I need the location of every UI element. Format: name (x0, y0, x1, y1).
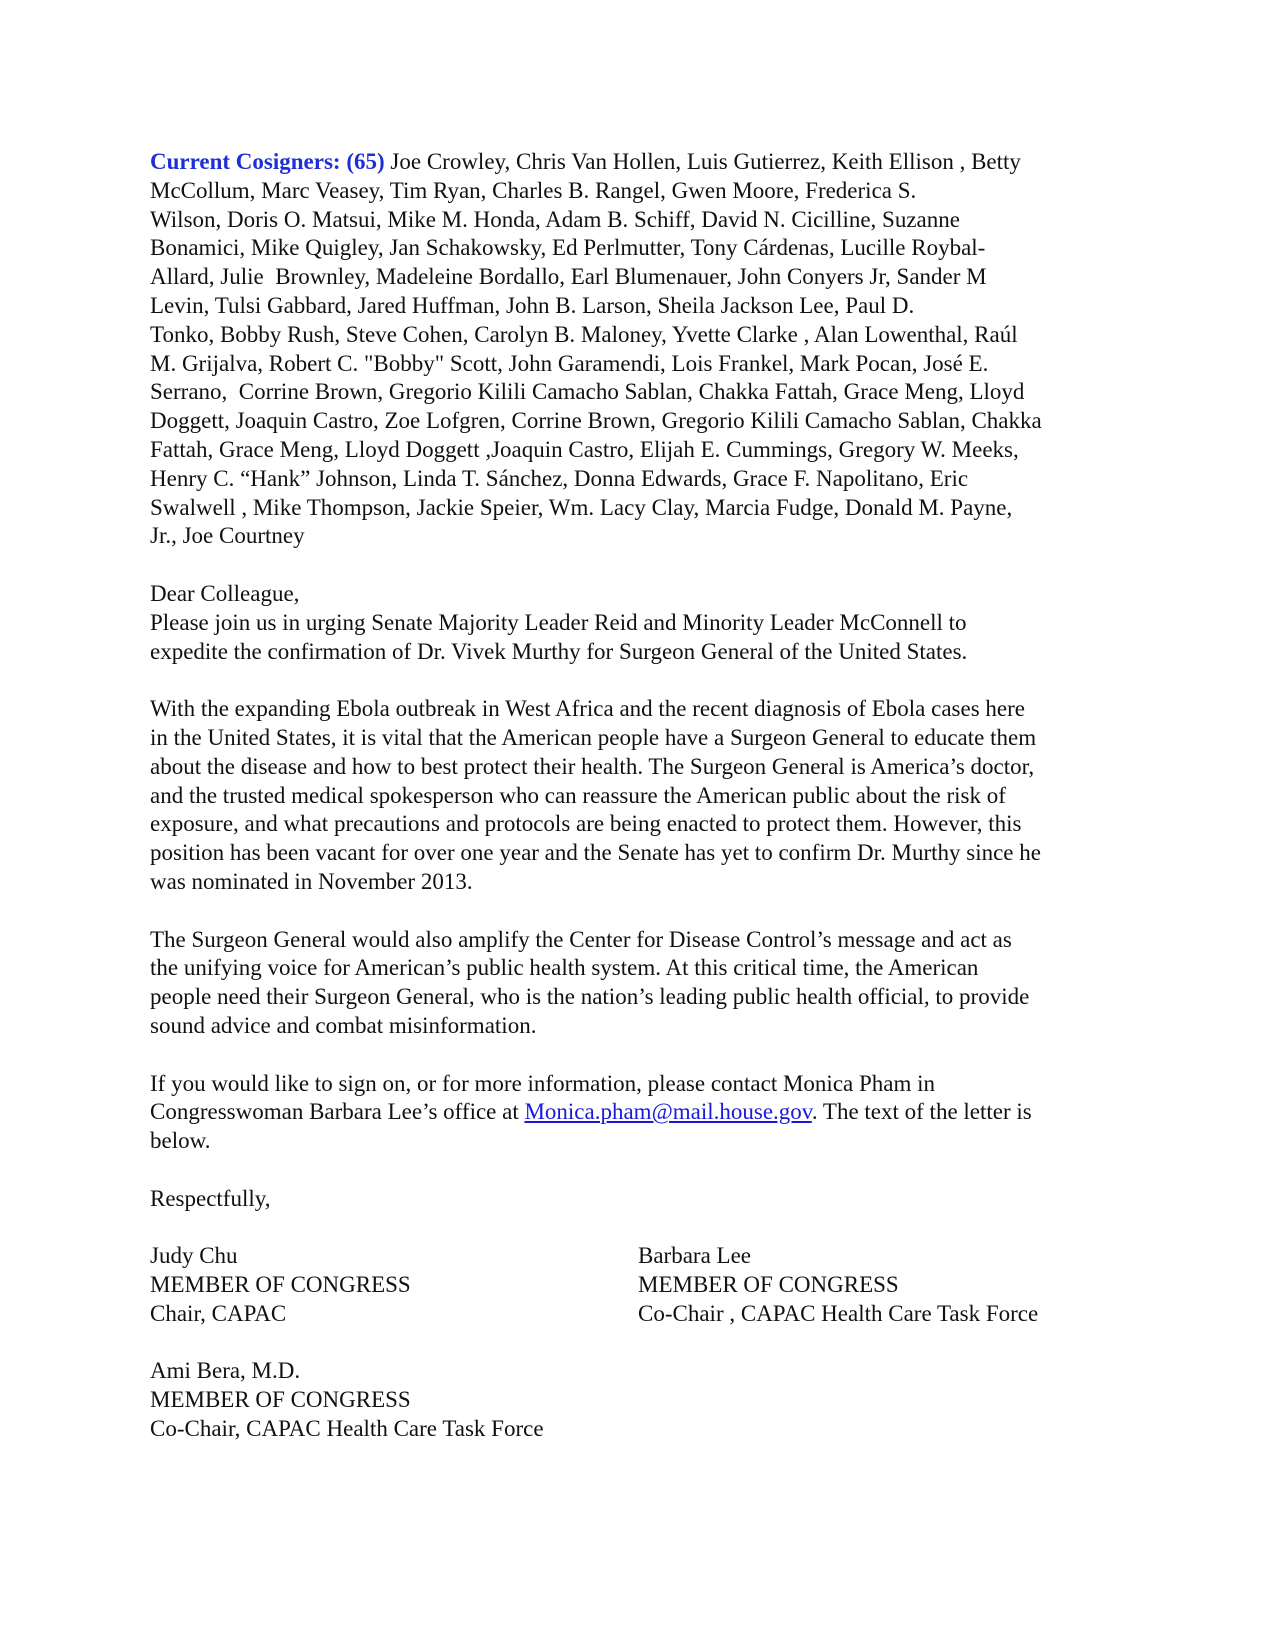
paragraph-line: people need their Surgeon General, who is the nation’s leading public health official, to provide (150, 984, 1030, 1010)
salutation-block (150, 580, 1130, 666)
signatory-title: MEMBER OF CONGRESS (638, 1272, 899, 1298)
paragraph-line: was nominated in November 2013. (150, 868, 473, 894)
paragraph-line: in the United States, it is vital that the American people have a Surgeon General to educate them (150, 724, 1037, 750)
cosigners-line: Fattah, Grace Meng, Lloyd Doggett ,Joaquin Castro, Elijah E. Cummings, Gregory W. Meeks, (150, 436, 1019, 462)
cosigners-line: Bonamici, Mike Quigley, Jan Schakowsky, Ed Perlmutter, Tony Cárdenas, Lucille Roybal- (150, 235, 986, 261)
cosigners-line: McCollum, Marc Veasey, Tim Ryan, Charles B. Rangel, Gwen Moore, Frederica S. (150, 177, 917, 203)
cosigners-line: Tonko, Bobby Rush, Steve Cohen, Carolyn B. Maloney, Yvette Clarke , Alan Lowenthal, Raúl (150, 321, 1018, 347)
paragraph-line: sound advice and combat misinformation. (150, 1012, 537, 1038)
cosigners-line-1-text: Joe Crowley, Chris Van Hollen, Luis Gutierrez, Keith Ellison , Betty (384, 149, 1021, 174)
cosigners-block (150, 148, 1130, 551)
contact-line: If you would like to sign on, or for more information, please contact Monica Pham in (150, 1070, 936, 1096)
paragraph-line: the unifying voice for American’s public health system. At this critical time, the American (150, 955, 979, 981)
signatory-title: MEMBER OF CONGRESS (150, 1387, 411, 1413)
signature-barbara-lee (638, 1242, 1038, 1328)
cosigners-line: M. Grijalva, Robert C. "Bobby" Scott, John Garamendi, Lois Frankel, Mark Pocan, José E. (150, 350, 989, 376)
paragraph-line: about the disease and how to best protect their health. The Surgeon General is America’s doctor, (150, 753, 1035, 779)
paragraph-line: The Surgeon General would also amplify the Center for Disease Control’s message and act as (150, 926, 1012, 952)
signatory-role: Chair, CAPAC (150, 1300, 287, 1326)
cosigners-line: Allard, Julie Brownley, Madeleine Bordallo, Earl Blumenauer, John Conyers Jr, Sander M (150, 264, 987, 290)
paragraph-line: With the expanding Ebola outbreak in West Africa and the recent diagnosis of Ebola cases here (150, 696, 1025, 722)
intro-line: Please join us in urging Senate Majority Leader Reid and Minority Leader McConnell to (150, 609, 967, 635)
signatory-role: Co-Chair, CAPAC Health Care Task Force (150, 1416, 544, 1442)
greeting: Dear Colleague, (150, 580, 300, 606)
email-link[interactable]: Monica.pham@mail.house.gov (524, 1099, 812, 1125)
signatory-name: Barbara Lee (638, 1243, 752, 1269)
cosigners-line: Henry C. “Hank” Johnson, Linda T. Sánchez, Donna Edwards, Grace F. Napolitano, Eric (150, 465, 969, 491)
cosigners-line: Jr., Joe Courtney (150, 523, 305, 549)
signatory-name: Ami Bera, M.D. (150, 1358, 301, 1384)
closing: Respectfully, (150, 1185, 271, 1211)
signatory-title: MEMBER OF CONGRESS (150, 1272, 411, 1298)
contact-line (150, 1098, 1130, 1127)
cosigners-line: Levin, Tulsi Gabbard, Jared Huffman, John B. Larson, Sheila Jackson Lee, Paul D. (150, 292, 915, 318)
cosigners-label: Current Cosigners: (65) (150, 149, 385, 174)
closing-block (150, 1185, 1130, 1214)
contact-paragraph (150, 1070, 1130, 1156)
signatory-role: Co-Chair , CAPAC Health Care Task Force (638, 1300, 1039, 1326)
cosigners-line: Doggett, Joaquin Castro, Zoe Lofgren, Corrine Brown, Gregorio Kilili Camacho Sablan, Chakka (150, 408, 1042, 434)
contact-prefix: Congresswoman Barbara Lee’s office at (150, 1099, 525, 1125)
intro-line: expedite the confirmation of Dr. Vivek Murthy for Surgeon General of the United States. (150, 638, 968, 664)
cosigners-line: Wilson, Doris O. Matsui, Mike M. Honda, Adam B. Schiff, David N. Cicilline, Suzanne (150, 206, 960, 232)
signature-judy-chu (150, 1242, 411, 1328)
cosigners-line: Swalwell , Mike Thompson, Jackie Speier, Wm. Lacy Clay, Marcia Fudge, Donald M. Payne, (150, 494, 1013, 520)
contact-line: below. (150, 1128, 211, 1154)
signature-row (150, 1242, 1130, 1328)
signatory-name: Judy Chu (150, 1243, 238, 1269)
signature-ami-bera (150, 1357, 1130, 1443)
letter-page (150, 148, 1130, 1473)
contact-suffix: . The text of the letter is (811, 1099, 1032, 1125)
paragraph-line: exposure, and what precautions and protocols are being enacted to protect them. However, this (150, 811, 1022, 837)
paragraph-ebola (150, 695, 1130, 897)
paragraph-surgeon-general (150, 926, 1130, 1041)
cosigners-line: Serrano, Corrine Brown, Gregorio Kilili Camacho Sablan, Chakka Fattah, Grace Meng, Lloyd (150, 379, 1025, 405)
paragraph-line: and the trusted medical spokesperson who can reassure the American public about the risk of (150, 782, 1006, 808)
cosigners-line-1 (150, 148, 1130, 177)
paragraph-line: position has been vacant for over one year and the Senate has yet to confirm Dr. Murthy since he (150, 840, 1041, 866)
